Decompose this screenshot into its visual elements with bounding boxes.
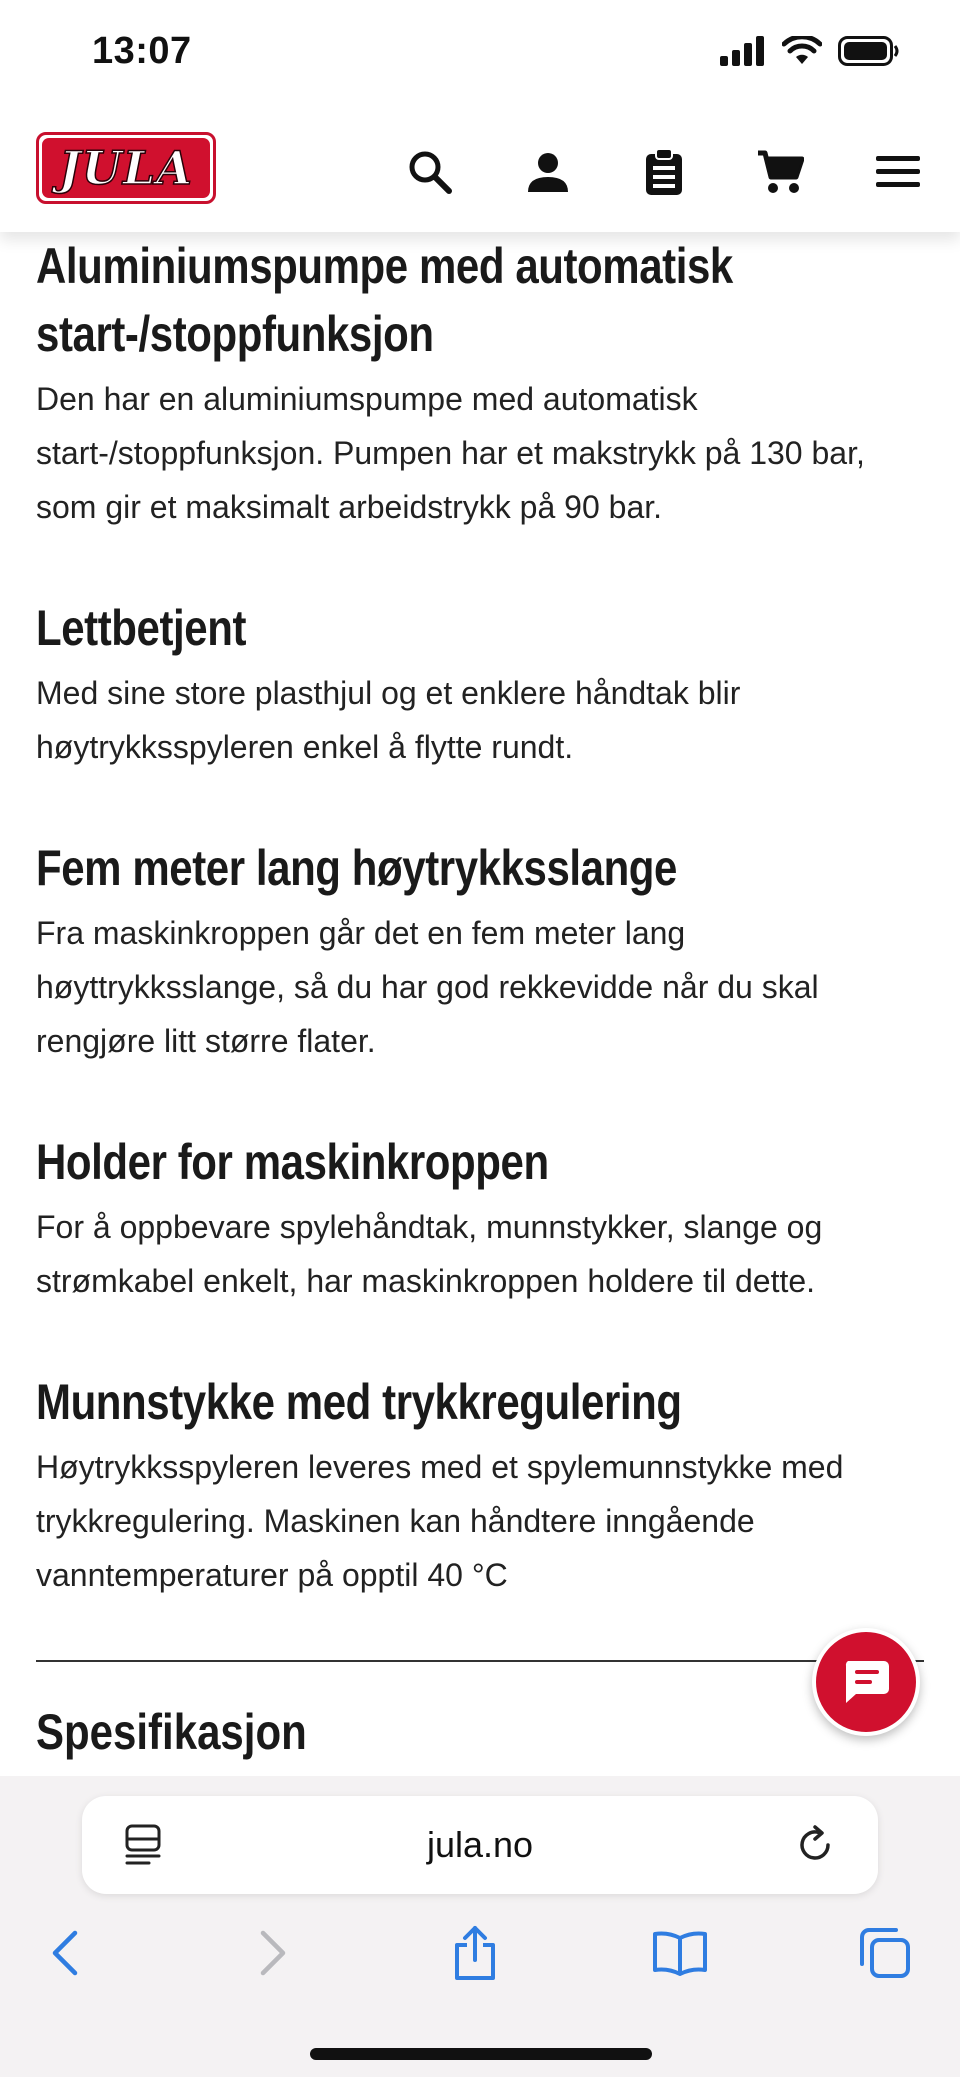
- feature-section: [36, 232, 924, 534]
- back-button[interactable]: [30, 1918, 100, 1988]
- bookmarks-button[interactable]: [645, 1918, 715, 1988]
- url-text: jula.no: [426, 1824, 534, 1865]
- reload-button[interactable]: [790, 1820, 840, 1870]
- signal-icon: [720, 36, 766, 66]
- product-description: [36, 232, 924, 1810]
- feature-text: Den har en aluminiumspumpe med automatisk start-/stoppfunksjon. Pumpen har et makstrykk på 130 bar, som gir et maksimalt arbeidstrykk på 90 bar.: [36, 381, 865, 525]
- account-button[interactable]: [518, 142, 578, 202]
- cart-icon: [756, 149, 804, 195]
- feature-title: Fem meter lang høytrykksslange: [36, 840, 677, 896]
- feature-section: [36, 1368, 924, 1602]
- menu-icon: [876, 155, 920, 189]
- feature-text: For å oppbevare spylehåndtak, munnstykker, slange og strømkabel enkelt, har maskinkroppen holdere til dette.: [36, 1209, 823, 1299]
- chat-icon: [842, 1659, 890, 1705]
- share-button[interactable]: [440, 1918, 510, 1988]
- status-time: 13:07: [92, 30, 192, 72]
- wifi-icon: [782, 36, 822, 66]
- feature-title: Aluminiumspumpe med automatisk start-/stoppfunksjon: [36, 238, 733, 362]
- feature-title: Holder for maskinkroppen: [36, 1134, 549, 1190]
- tabs-icon: [858, 1926, 912, 1980]
- forward-icon: [258, 1930, 288, 1976]
- feature-text: Høytrykksspyleren leveres med et spylemunnstykke med trykkregulering. Maskinen kan håndtere inngående vanntemperaturer på opptil 40 °C: [36, 1449, 844, 1593]
- feature-section: [36, 834, 924, 1068]
- feature-section: [36, 594, 924, 774]
- address-bar[interactable]: [82, 1796, 878, 1894]
- reload-icon: [795, 1825, 835, 1865]
- shopping-list-button[interactable]: [634, 142, 694, 202]
- logo-text: JULA: [59, 141, 193, 195]
- account-icon: [526, 150, 570, 194]
- feature-text: Fra maskinkroppen går det en fem meter lang høyttrykksslange, så du har god rekkevidde når du skal rengjøre litt større flater.: [36, 915, 819, 1059]
- menu-button[interactable]: [868, 142, 928, 202]
- feature-title: Munnstykke med trykkregulering: [36, 1374, 682, 1430]
- logo-badge: [42, 138, 210, 198]
- bookmarks-icon: [652, 1930, 708, 1976]
- home-indicator: [310, 2048, 652, 2060]
- feature-text: Med sine store plasthjul og et enklere håndtak blir høytrykksspyleren enkel å flytte rundt.: [36, 675, 741, 765]
- tabs-button[interactable]: [850, 1918, 920, 1988]
- chat-button[interactable]: [812, 1628, 920, 1736]
- search-button[interactable]: [400, 142, 460, 202]
- battery-icon: [838, 36, 900, 66]
- share-icon: [452, 1925, 498, 1981]
- status-icons: [720, 36, 900, 66]
- site-header: [0, 110, 960, 232]
- search-icon: [407, 149, 453, 195]
- back-icon: [50, 1930, 80, 1976]
- status-bar: [0, 0, 960, 110]
- browser-toolbar: [0, 1776, 960, 2077]
- feature-title: Lettbetjent: [36, 600, 247, 656]
- forward-button[interactable]: [238, 1918, 308, 1988]
- spec-title: Spesifikasjon: [36, 1704, 307, 1760]
- feature-section: [36, 1128, 924, 1308]
- jula-logo[interactable]: [36, 132, 216, 204]
- cart-button[interactable]: [750, 142, 810, 202]
- clipboard-icon: [644, 148, 684, 196]
